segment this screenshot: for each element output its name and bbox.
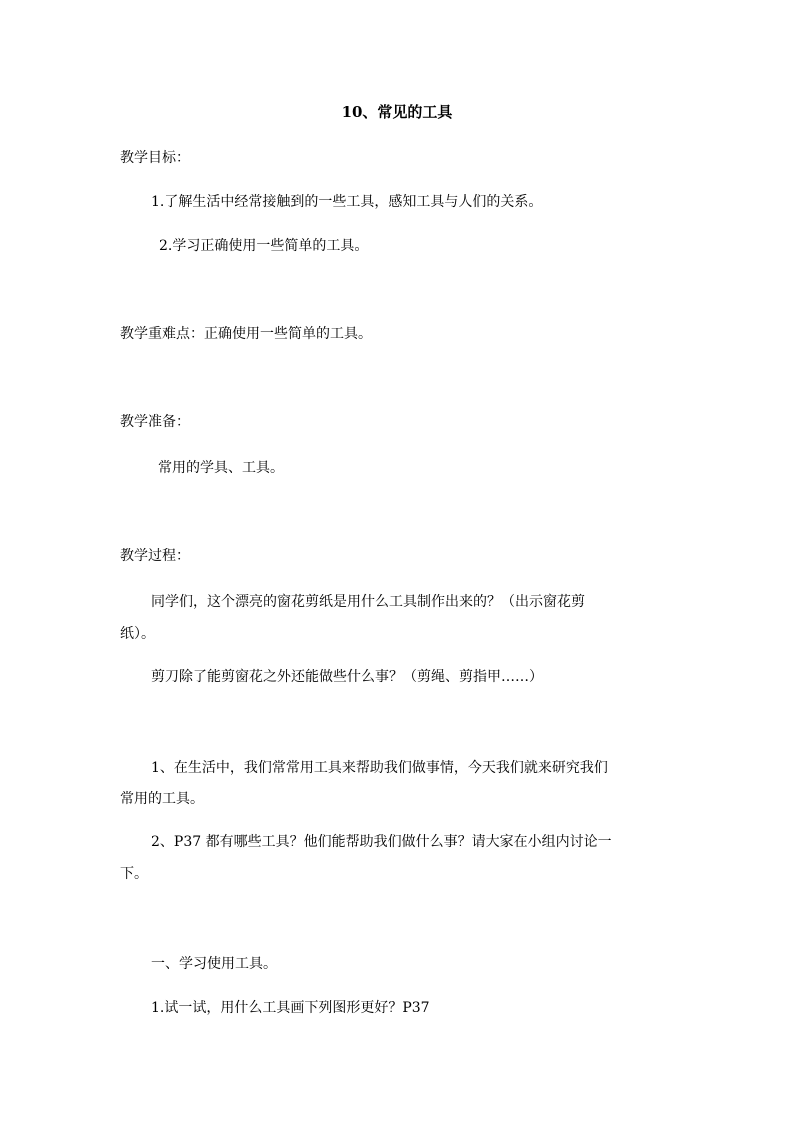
key-points: 教学重难点：正确使用一些简单的工具。 (120, 326, 372, 342)
step-1-line-2: 常用的工具。 (120, 791, 204, 807)
document-title: 10、常见的工具 (341, 103, 453, 121)
step-2-line-1: 2、P37 都有哪些工具？他们能帮助我们做什么事？请大家在小组内讨论一 (151, 834, 612, 850)
section-1-heading: 一、学习使用工具。 (151, 956, 277, 972)
paragraph-1-line-1: 同学们，这个漂亮的窗花剪纸是用什么工具制作出来的？（出示窗花剪 (151, 594, 585, 610)
goals-heading: 教学目标： (120, 150, 190, 166)
step-2-line-2: 下。 (120, 866, 148, 882)
step-1-line-1: 1、在生活中，我们常常用工具来帮助我们做事情，今天我们就来研究我们 (151, 760, 608, 776)
process-heading: 教学过程： (120, 548, 190, 564)
paragraph-2: 剪刀除了能剪窗花之外还能做些什么事？（剪绳、剪指甲……） (151, 669, 543, 685)
section-1-item-1: 1.试一试，用什么工具画下列图形更好？P37 (151, 1000, 430, 1016)
prep-items: 常用的学具、工具。 (158, 460, 284, 476)
goal-item-1: 1.了解生活中经常接触到的一些工具，感知工具与人们的关系。 (151, 194, 543, 210)
paragraph-1-line-2: 纸）。 (120, 626, 155, 642)
goal-item-2: 2.学习正确使用一些简单的工具。 (159, 238, 369, 254)
prep-heading: 教学准备： (120, 414, 190, 430)
